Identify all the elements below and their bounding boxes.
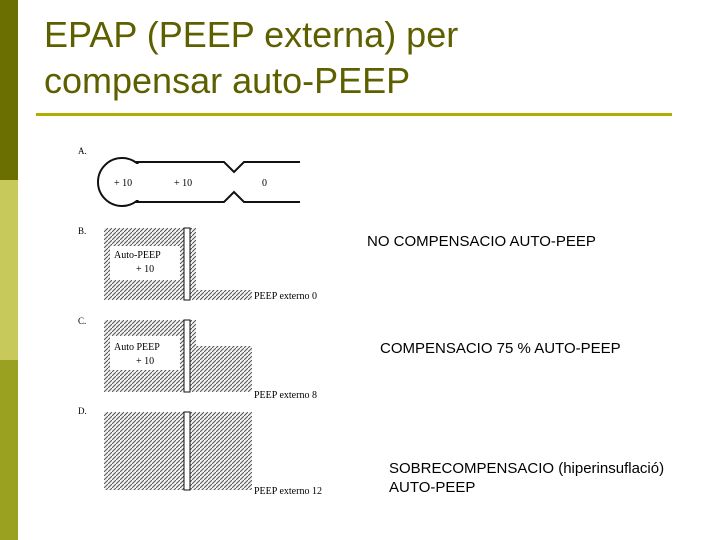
pressure-alveolus: + 10: [114, 178, 133, 189]
panel-b: [78, 226, 317, 302]
caption-sobrecompensacio: [389, 459, 664, 497]
slide-title: [44, 12, 684, 104]
panel-b-letter: B.: [78, 226, 87, 236]
slide-title-line2: compensar auto-PEEP: [44, 60, 411, 101]
caption-sobrecompensacio-line1: SOBRECOMPENSACIO (hiperinsuflació): [389, 460, 665, 477]
panel-c-letter: C.: [78, 316, 87, 326]
external-pressure-fill: [196, 412, 252, 490]
panel-a-letter: A.: [78, 146, 87, 156]
pressure-airway: + 10: [174, 178, 193, 189]
external-pressure-fill: [196, 346, 252, 392]
title-underline: [36, 113, 672, 116]
auto-peep-diagram: [76, 140, 354, 500]
peep-externo-label: PEEP externo 8: [254, 390, 317, 401]
alveolar-pressure-fill: [104, 412, 196, 490]
valve-bar: [184, 320, 190, 392]
sidebar-accent-top: [0, 0, 18, 180]
auto-peep-label: Auto-PEEP: [114, 250, 161, 261]
valve-bar: [184, 412, 190, 490]
alveolus-opening: [135, 164, 147, 200]
slide-title-line1: EPAP (PEEP externa) per: [44, 14, 459, 55]
panel-d: [78, 406, 322, 497]
sidebar-accent-middle: [0, 180, 18, 360]
valve-bar: [184, 228, 190, 300]
caption-no-compensacio: NO COMPENSACIO AUTO-PEEP: [367, 233, 596, 250]
auto-peep-label: Auto PEEP: [114, 342, 160, 353]
airway-outline: [134, 162, 300, 202]
peep-externo-label: PEEP externo 0: [254, 291, 317, 302]
caption-sobrecompensacio-line2: AUTO-PEEP: [389, 479, 476, 496]
peep-externo-label: PEEP externo 12: [254, 486, 322, 497]
caption-compensacio-75: COMPENSACIO 75 % AUTO-PEEP: [380, 340, 621, 357]
panel-a: [78, 146, 300, 206]
panel-c: [78, 316, 317, 401]
external-pressure-fill: [196, 290, 252, 300]
pressure-mouth: 0: [262, 178, 267, 189]
auto-peep-value: + 10: [136, 264, 155, 275]
sidebar-accent-bottom: [0, 360, 18, 540]
panel-d-letter: D.: [78, 406, 87, 416]
auto-peep-value: + 10: [136, 356, 155, 367]
